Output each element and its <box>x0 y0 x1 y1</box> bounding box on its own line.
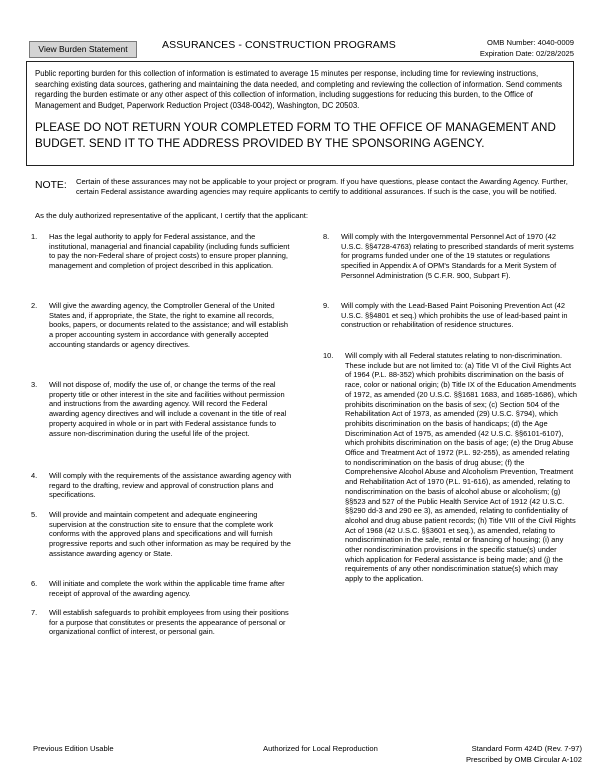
assurance-text: Will not dispose of, modify the use of, or change the terms of the real property title or other interest in the site and facilities without permission and instructions from the awarding agency. Will record the Federal awarding agency directives and will include a covenant in the title of real property acquired in whole or in part with Federal assistance funds to assure non-discrimination during the useful life of the project. <box>49 380 287 438</box>
assurance-text: Will initiate and complete the work within the applicable time frame after receipt of approval of the awarding agency. <box>49 579 285 598</box>
assurance-text: Will establish safeguards to prohibit employees from using their positions for a purpose that constitutes or presents the appearance of personal or organizational conflict of interest, or personal gain. <box>49 608 289 637</box>
assurance-text: Will comply with the requirements of the assistance awarding agency with regard to the drafting, review and approval of construction plans and specifications. <box>49 471 292 500</box>
assurance-number: 8. <box>323 232 330 241</box>
expiration-date: Expiration Date: 02/28/2025 <box>479 48 574 58</box>
assurance-number: 7. <box>31 608 38 617</box>
footer-reproduction-note: Authorized for Local Reproduction <box>263 744 378 753</box>
assurance-number: 3. <box>31 380 38 389</box>
note-text: Certain of these assurances may not be applicable to your project or program. If you have questions, please contact the Awarding Agency. Further, certain Federal assistance awarding agencies may require applicants to certify to additional assurances. If such is the case, you will be notified. <box>76 177 568 196</box>
assurance-number: 5. <box>31 510 38 519</box>
omb-number: OMB Number: 4040-0009 <box>487 38 574 47</box>
assurance-number: 9. <box>323 301 330 310</box>
return-warning: PLEASE DO NOT RETURN YOUR COMPLETED FORM TO THE OFFICE OF MANAGEMENT AND BUDGET. SEND IT TO THE ADDRESS PROVIDED BY THE SPONSORING AGENCY. <box>35 121 556 150</box>
note-label: NOTE: <box>35 180 67 191</box>
certification-statement: As the duly authorized representative of the applicant, I certify that the applicant: <box>35 211 309 220</box>
footer-form-info <box>440 744 582 765</box>
assurance-number: 1. <box>31 232 38 241</box>
assurance-number: 6. <box>31 579 38 588</box>
omb-circular: Prescribed by OMB Circular A-102 <box>465 754 582 764</box>
omb-info <box>448 38 574 59</box>
assurance-number: 10. <box>323 351 334 360</box>
assurance-text: Will comply with all Federal statutes relating to non-discrimination. These include but are not limited to: (a) Title VI of the Civil Rights Act of 1964 (P.L. 88-352) which prohibits discrimination on the basis of race, color or national origin; (b) Title IX of the Education Amendments of 1972, as amended (20 U.S.C. §§1681 1683, and 1685-1686), which prohibits discrimination on the basis of sex; (c) Section 504 of the Rehabilitation Act of 1973, as amended (29) U.S.C. §794), which prohibits discrimination on the basis of handicaps; (d) the Age Discrimination Act of 1975, as amended (42 U.S.C. §§6101-6107), which prohibits discrimination on the basis of age; (e) the Drug Abuse Office and Treatment Act of 1972 (P.L. 92-255), as amended relating to nondiscrimination on the basis of drug abuse; (f) the Comprehensive Alcohol Abuse and Alcoholism Prevention, Treatment and Rehabilitation Act of 1970 (P.L. 91-616), as amended, relating to nondiscrimination on the basis of alcohol abuse or alcoholism; (g) §§523 and 527 of the Public Health Service Act of 1912 (42 U.S.C. §§290 dd-3 and 290 ee 3), as amended, relating to confidentiality of alcohol and drug abuse patient records; (h) Title VIII of the Civil Rights Act of 1968 (42 U.S.C. §§3601 et seq.), as amended, relating to nondiscrimination in the sale, rental or financing of housing; (i) any other nondiscrimination provisions in the specific statue(s) under which application for Federal assistance is being made; and (j) the requirements of any other nondiscrimination statue(s) which may apply to the application. <box>345 351 577 584</box>
assurance-text: Will comply with the Intergovernmental Personnel Act of 1970 (42 U.S.C. §§4728-4763) relating to prescribed standards of merit systems for programs funded under one of the 19 statutes or regulations specified in Appendix A of OPM's Standards for a Merit System of Personnel Administration (5 C.F.R. 900, Subpart F). <box>341 232 574 280</box>
assurance-text: Has the legal authority to apply for Federal assistance, and the institutional, managerial and financial capability (including funds sufficient to pay the non-Federal share of project costs) to ensure proper planning, management and completion of project described in this application. <box>49 232 290 271</box>
view-burden-statement-button[interactable]: View Burden Statement <box>29 41 137 58</box>
footer-previous-edition: Previous Edition Usable <box>33 744 114 753</box>
form-title: ASSURANCES - CONSTRUCTION PROGRAMS <box>162 39 396 51</box>
assurance-number: 2. <box>31 301 38 310</box>
assurance-text: Will comply with the Lead-Based Paint Poisoning Prevention Act (42 U.S.C. §§4801 et seq.) which prohibits the use of lead-based paint in construction or rehabilitation of residence structures. <box>341 301 568 330</box>
assurance-text: Will provide and maintain competent and adequate engineering supervision at the construction site to ensure that the complete work conforms with the approved plans and specifications and will furnish progressive reports and such other information as may be required by the assistance awarding agency or State. <box>49 510 291 558</box>
burden-statement-text: Public reporting burden for this collection of information is estimated to average 15 minutes per response, including time for reviewing instructions, searching existing data sources, gathering and maintaining the data needed, and completing and reviewing the collection of information. Send comments regarding the burden estimate or any other aspect of this collection of information, including suggestions for reducing this burden, to the Office of Management and Budget, Paperwork Reduction Project (0348-0042), Washington, DC 20503. <box>35 69 563 110</box>
assurance-number: 4. <box>31 471 38 480</box>
form-number: Standard Form 424D (Rev. 7-97) <box>471 744 582 753</box>
assurance-text: Will give the awarding agency, the Comptroller General of the United States and, if appropriate, the State, the right to examine all records, books, papers, or documents related to the assistance; and will establish a proper accounting system in accordance with generally accepted accounting standards or agency directives. <box>49 301 288 349</box>
